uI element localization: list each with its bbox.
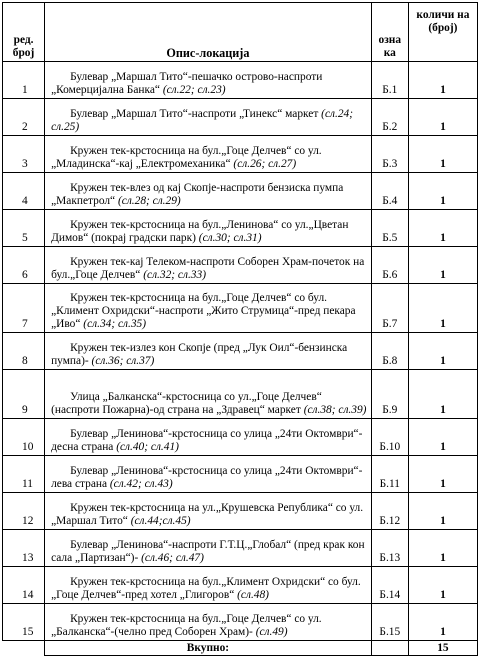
row-mark: Б.2 <box>371 99 408 136</box>
table-row <box>3 284 478 333</box>
table-row <box>3 62 478 99</box>
row-description <box>45 456 372 493</box>
row-mark: Б.15 <box>371 604 408 641</box>
description-text: Кружен тек-влез од кај Скопје-наспроти бензиска пумпа „Макпетрол“ <box>51 182 344 207</box>
table-row <box>3 567 478 604</box>
row-quantity: 1 <box>408 604 477 641</box>
description-text: Кружен тек-крстосница на ул.„Крушевска Република“ со ул.„Маршал Тито“ <box>51 502 364 527</box>
row-quantity: 1 <box>408 493 477 530</box>
header-description: Опис-локација <box>45 3 372 62</box>
row-description <box>45 567 372 604</box>
row-description <box>45 99 372 136</box>
header-quantity: количи на (број) <box>408 3 477 62</box>
row-description <box>45 370 372 419</box>
row-description <box>45 210 372 247</box>
row-mark: Б.8 <box>371 333 408 370</box>
row-number: 1 <box>3 62 45 99</box>
table-row <box>3 247 478 284</box>
row-number: 14 <box>3 567 45 604</box>
table-row <box>3 99 478 136</box>
description-text: Кружен тек-кај Телеком-наспроти Соборен Храм-почеток на бул.„Гоце Делчев“ <box>51 256 365 281</box>
row-mark: Б.14 <box>371 567 408 604</box>
row-number: 4 <box>3 173 45 210</box>
row-number: 2 <box>3 99 45 136</box>
row-number: 5 <box>3 210 45 247</box>
description-text: Кружен тек-излез кон Скопје (пред „Лук Оил“-бензинска пумпа)- <box>51 342 348 367</box>
row-description <box>45 136 372 173</box>
figure-reference: (сл.42; сл.43) <box>109 478 173 490</box>
table-row <box>3 333 478 370</box>
total-row <box>3 641 478 656</box>
description-text: Булевар „Ленинова“-наспроти Г.Т.Ц.„Глобал“ (пред крак кон сала „Партизан“)- <box>51 539 365 564</box>
row-number: 8 <box>3 333 45 370</box>
figure-reference: (сл.28; сл.29) <box>117 195 181 207</box>
description-text: Булевар „Маршал Тито“-наспроти „Тинекс“ маркет <box>70 108 319 120</box>
row-mark: Б.13 <box>371 530 408 567</box>
row-description <box>45 62 372 99</box>
total-label: Вкупно: <box>45 641 372 656</box>
figure-reference: (сл.34; сл.35) <box>83 318 147 330</box>
header-mark: озна ка <box>371 3 408 62</box>
row-mark: Б.5 <box>371 210 408 247</box>
description-text: Кружен тек-крстосница на бул.„Гоце Делчев“ со ул.„Балканска“-(челно пред Соборен Храм)- <box>51 613 322 638</box>
row-quantity: 1 <box>408 173 477 210</box>
row-description <box>45 530 372 567</box>
table-row <box>3 493 478 530</box>
description-text: Булевар „Маршал Тито“-пешачко острово-наспроти „Комерцијална Банка“ <box>51 71 323 96</box>
figure-reference: (сл.40; сл.41) <box>116 441 179 453</box>
locations-table <box>2 2 478 656</box>
description-text: Булевар „Ленинова“-крстосница со улица „24ти Октомври“-десна страна <box>51 428 363 453</box>
row-quantity: 1 <box>408 530 477 567</box>
header-row <box>3 3 478 62</box>
row-number: 9 <box>3 370 45 419</box>
row-quantity: 1 <box>408 333 477 370</box>
table-row <box>3 604 478 641</box>
figure-reference: (сл.48) <box>237 589 269 601</box>
table-row <box>3 210 478 247</box>
row-description <box>45 247 372 284</box>
row-mark: Б.12 <box>371 493 408 530</box>
total-value: 15 <box>408 641 477 656</box>
row-description <box>45 333 372 370</box>
figure-reference: (сл.44;сл.45) <box>130 515 191 527</box>
table-row <box>3 456 478 493</box>
description-text: Кружен тек-крстосница на бул.„Климент Охридски“ со бул.„Гоце Делчев“-пред хотел „Глигоров“ <box>51 576 361 601</box>
figure-reference: (сл.26; сл.27) <box>233 158 297 170</box>
row-quantity: 1 <box>408 247 477 284</box>
table-row <box>3 173 478 210</box>
figure-reference: (сл.46; сл.47) <box>141 552 204 564</box>
row-number: 3 <box>3 136 45 173</box>
row-quantity: 1 <box>408 419 477 456</box>
description-text: Кружен тек-крстосница на бул.„Гоце Делчев“ со ул.„Младинска“-кај „Електромеханика“ <box>51 145 322 170</box>
row-quantity: 1 <box>408 456 477 493</box>
row-quantity: 1 <box>408 136 477 173</box>
row-mark: Б.9 <box>371 370 408 419</box>
row-number: 7 <box>3 284 45 333</box>
row-quantity: 1 <box>408 210 477 247</box>
figure-reference: (сл.24; сл.25) <box>51 108 354 133</box>
row-quantity: 1 <box>408 62 477 99</box>
table-row <box>3 530 478 567</box>
row-quantity: 1 <box>408 567 477 604</box>
figure-reference: (сл.36; сл.37) <box>91 355 155 367</box>
description-text: Улица „Балканска“-крстосница со ул.„Гоце Делчев“ (наспроти Пожарна)-од страна на „Здравец“ маркет <box>51 391 322 416</box>
row-quantity: 1 <box>408 284 477 333</box>
row-mark: Б.1 <box>371 62 408 99</box>
row-description <box>45 493 372 530</box>
row-description <box>45 604 372 641</box>
row-number: 11 <box>3 456 45 493</box>
row-number: 10 <box>3 419 45 456</box>
row-mark: Б.3 <box>371 136 408 173</box>
row-mark: Б.6 <box>371 247 408 284</box>
row-number: 6 <box>3 247 45 284</box>
row-description <box>45 419 372 456</box>
row-number: 15 <box>3 604 45 641</box>
table-row <box>3 419 478 456</box>
table-row <box>3 136 478 173</box>
description-text: Кружен тек-крстосница на бул.„Гоце Делчев“ со бул. „Климент Охридски“-наспроти „Жито Струмица“-пред пекара „Иво“ <box>51 292 356 330</box>
header-num: ред. број <box>3 3 45 62</box>
row-description <box>45 284 372 333</box>
figure-reference: (сл.22; сл.23) <box>162 84 226 96</box>
row-number: 12 <box>3 493 45 530</box>
row-description <box>45 173 372 210</box>
figure-reference: (сл.49) <box>255 626 288 638</box>
figure-reference: (сл.30; сл.31) <box>198 232 262 244</box>
row-mark: Б.7 <box>371 284 408 333</box>
figure-reference: (сл.38; сл.39) <box>303 404 367 416</box>
description-text: Булевар „Ленинова“-крстосница со улица „24ти Октомври“-лева страна <box>51 465 363 490</box>
row-mark: Б.10 <box>371 419 408 456</box>
row-quantity: 1 <box>408 99 477 136</box>
description-text: Кружен тек-крстосница на бул.„Ленинова“ со ул.„Цветан Димов“ (покрај градски парк) <box>51 219 349 244</box>
row-quantity: 1 <box>408 370 477 419</box>
row-number: 13 <box>3 530 45 567</box>
row-mark: Б.11 <box>371 456 408 493</box>
table-row <box>3 370 478 419</box>
row-mark: Б.4 <box>371 173 408 210</box>
figure-reference: (сл.32; сл.33) <box>143 269 206 281</box>
